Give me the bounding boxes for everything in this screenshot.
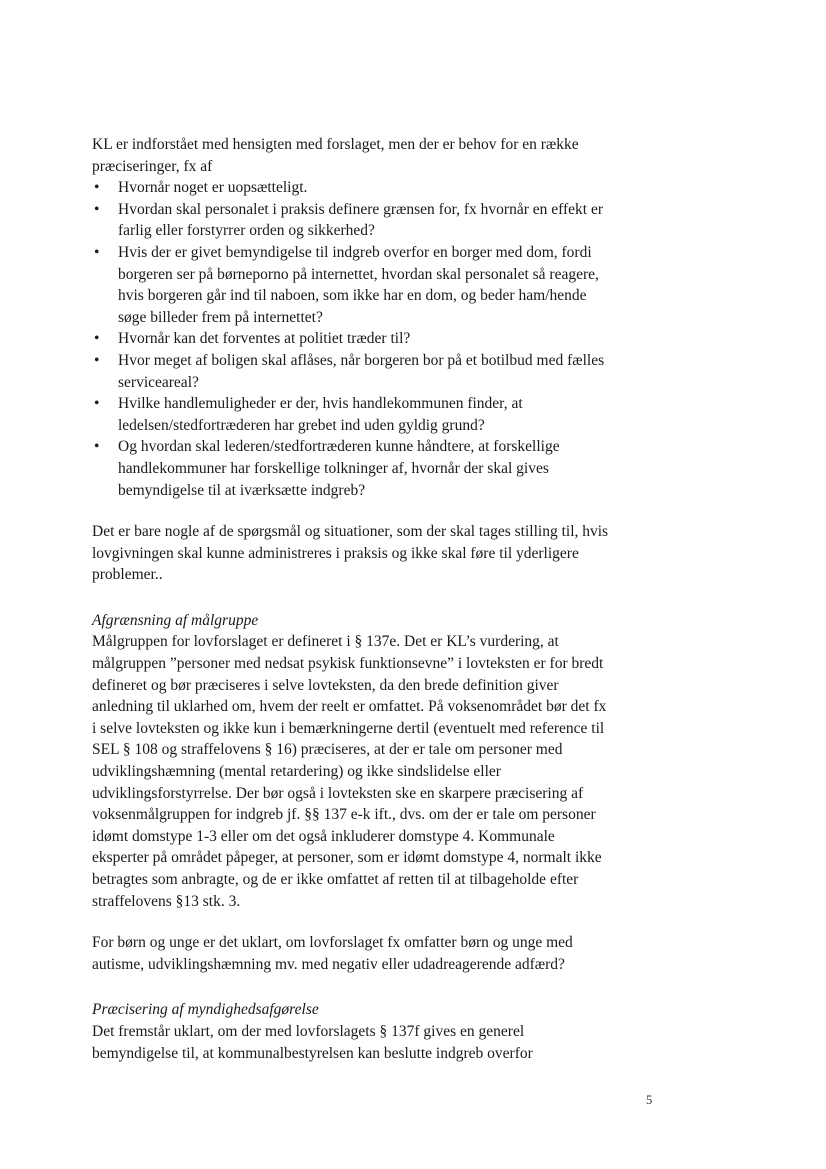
spacer [92,586,612,610]
spacer [92,501,612,521]
document-body [92,134,612,1064]
list-item [92,177,612,199]
list-item [92,242,612,328]
authority-decision-paragraph: Det fremstår uklart, om der med lovforslagets § 137f gives en generel bemyndigelse til, at kommunalbestyrelsen kan beslutte indgreb overfor [92,1022,533,1062]
bullet-icon: • [94,351,100,369]
list-item-text: Og hvordan skal lederen/stedfortræderen kunne håndtere, at forskellige handlekommuner har forskellige tolkninger af, hvornår der skal gives bemyndigelse til at iværksætte indgreb? [118,438,560,499]
list-item-text: Hvornår kan det forventes at politiet træder til? [118,330,411,348]
bullet-icon: • [94,200,100,218]
list-item [92,436,612,501]
bullet-icon: • [94,243,100,261]
section-heading-authority-decision: Præcisering af myndighedsafgørelse [92,1001,319,1019]
bullet-icon: • [94,179,100,197]
spacer [92,912,612,932]
bullet-icon: • [94,438,100,456]
bullet-icon: • [94,395,100,413]
bullet-icon: • [94,330,100,348]
question-list [92,177,612,501]
section-heading-target-group: Afgrænsning af målgruppe [92,611,259,629]
spacer [92,975,612,999]
list-item-text: Hvilke handlemuligheder er der, hvis handlekommunen finder, at ledelsen/stedfortræderen har grebet ind uden gyldig grund? [118,395,523,434]
target-group-paragraph: Målgruppen for lovforslaget er defineret i § 137e. Det er KL’s vurdering, at målgruppen ”personer med nedsat psykisk funktionsevne” i lovteksten er for bredt defineret og bør præciseres i selve lovteksten, da den brede definition giver anledning til uklarhed om, hvem der reelt er omfattet. På voksenområdet bør det fx i selve lovteksten og ikke kun i bemærkningerne dertil (eventuelt med reference til SEL § 108 og straffelovens § 16) præciseres, at der er tale om personer med udviklingshæmning (mental retardering) og ikke sindslidelse eller udviklingsforstyrrelse. Der bør også i lovteksten ske en skarpere præcisering af voksenmålgruppen for indgreb jf. §§ 137 e-k ift., dvs. om der er tale om personer idømt domstype 1-3 eller om det også inkluderer domstype 4. Kommunale eksperter på området påpeger, at personer, som er idømt domstype 4, normalt ikke betragtes som anbragte, og de er ikke omfattet af retten til at tilbageholde efter straffelovens §13 stk. 3. [92,633,607,910]
list-item [92,350,612,393]
page-number: 5 [646,1093,653,1107]
intro-paragraph: KL er indforstået med hensigten med forslaget, men der er behov for en række præciseringer, fx af [92,136,579,175]
list-item-text: Hvis der er givet bemyndigelse til indgreb overfor en borger med dom, fordi borgeren ser på børneporno på internettet, hvordan skal personalet så reagere, hvis borgeren går ind til naboen, som ikke har en dom, og beder ham/hende søge billeder frem på internettet? [118,243,599,326]
list-item-text: Hvordan skal personalet i praksis definere grænsen for, fx hvornår en effekt er farlig eller forstyrrer orden og sikkerhed? [118,200,604,240]
list-item-text: Hvornår noget er uopsætteligt. [118,179,308,197]
closing-paragraph: Det er bare nogle af de spørgsmål og situationer, som der skal tages stilling til, hvis lovgivningen skal kunne administreres i praksis og ikke skal føre til yderligere problemer.. [92,523,609,584]
list-item [92,393,612,436]
list-item-text: Hvor meget af boligen skal aflåses, når borgeren bor på et botilbud med fælles serviceareal? [118,351,605,391]
list-item [92,328,612,350]
children-paragraph: For børn og unge er det uklart, om lovforslaget fx omfatter børn og unge med autisme, udviklingshæmning mv. med negativ eller udadreagerende adfærd? [92,934,573,973]
list-item [92,199,612,242]
